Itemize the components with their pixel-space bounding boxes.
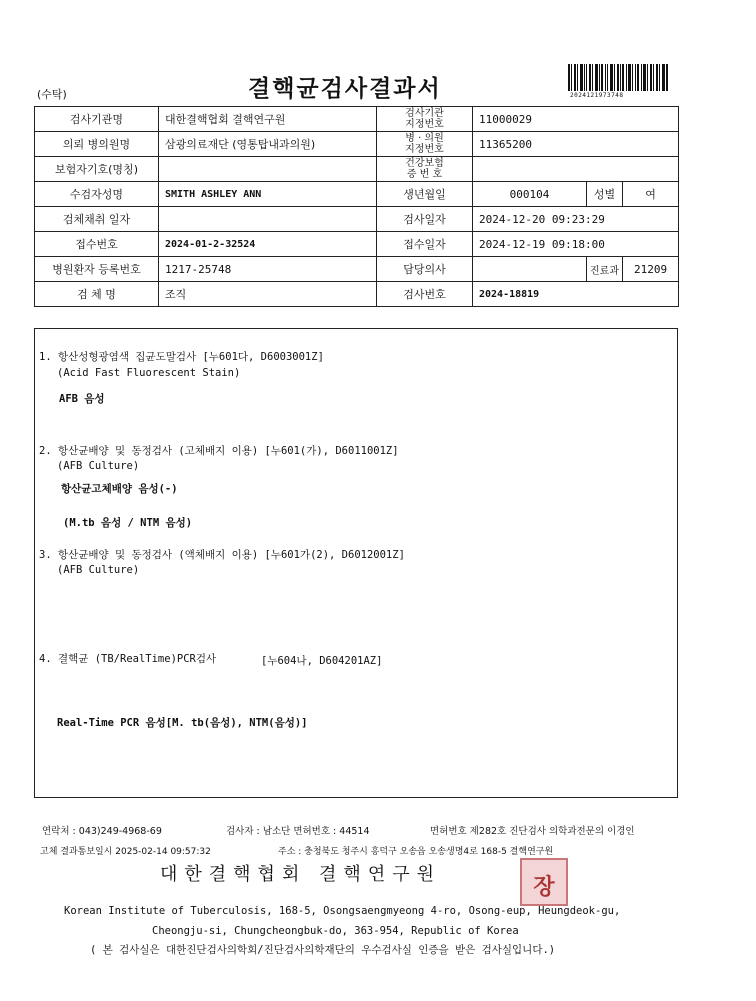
value-collection-date [159, 207, 377, 232]
contact-phone: 연락처 : 043)249-4968-69 [42, 826, 162, 837]
official-seal [520, 858, 568, 906]
value-sex: 여 [623, 182, 679, 207]
value-clinic-code: 11365200 [473, 132, 679, 157]
label-specimen: 검 체 명 [35, 282, 159, 307]
label-test-institution: 검사기관명 [35, 107, 159, 132]
test-4-result: Real-Time PCR 음성[M. tb(음성), NTM(음성)] [57, 717, 308, 729]
label-birth-date: 생년월일 [377, 182, 473, 207]
certification-note: ( 본 검사실은 대한진단검사의학회/진단검사의학재단의 우수검사실 인증을 받은 검사실입니다.) [90, 944, 556, 956]
value-accession-number: 2024-01-2-32524 [159, 232, 377, 257]
tester-info: 검사자 : 남소단 면허번호 : 44514 [226, 826, 370, 837]
value-requesting-clinic: 삼광의료재단 (영통탑내과의원) [159, 132, 377, 157]
address-korean: 주소 : 충청북도 청주시 흥덕구 오송읍 오송생명4로 168-5 결핵연구원 [278, 847, 554, 857]
barcode [568, 64, 668, 91]
test-1-result: AFB 음성 [59, 393, 105, 405]
label-sex: 성별 [587, 182, 623, 207]
info-row-institution [35, 107, 679, 132]
label-requesting-clinic: 의뢰 병의원명 [35, 132, 159, 157]
test-3-title: 3. 항산균배양 및 동정검사 (액체배지 이용) [누601가(2), D6012001Z] [39, 549, 405, 561]
test-2-subtitle: (AFB Culture) [57, 460, 140, 472]
institute-name: 대한결핵협회 결핵연구원 [160, 864, 441, 885]
report-time: 고체 결과통보일시 2025-02-14 09:57:32 [40, 847, 211, 857]
document-title: 결핵균검사결과서 [248, 76, 442, 102]
address-english-line-2: Cheongju-si, Chungcheongbuk-do, 363-954, Republic of Korea [152, 925, 519, 937]
consignment-mark: (수탁) [37, 88, 67, 101]
value-department: 21209 [623, 257, 679, 282]
info-row-registration [35, 257, 679, 282]
info-row-accession [35, 232, 679, 257]
test-4-code: [누604나, D604201AZ] [261, 655, 383, 667]
value-insurance-card-number [473, 157, 679, 182]
value-insurer-code [159, 157, 377, 182]
value-received-date: 2024-12-19 09:18:00 [473, 232, 679, 257]
info-row-requesting-clinic [35, 132, 679, 157]
value-patient-name: SMITH ASHLEY ANN [159, 182, 377, 207]
value-test-number: 2024-18819 [473, 282, 679, 307]
info-row-insurance [35, 157, 679, 182]
label-collection-date: 검체채취 일자 [35, 207, 159, 232]
label-hospital-registration-number: 병원환자 등록번호 [35, 257, 159, 282]
label-department: 진료과 [587, 257, 623, 282]
label-attending-physician: 담당의사 [377, 257, 473, 282]
value-hospital-registration-number: 1217-25748 [159, 257, 377, 282]
patient-info-table [34, 106, 679, 307]
value-attending-physician [473, 257, 587, 282]
value-test-date: 2024-12-20 09:23:29 [473, 207, 679, 232]
label-test-date: 검사일자 [377, 207, 473, 232]
label-test-number: 검사번호 [377, 282, 473, 307]
test-1-title: 1. 항산성형광염색 집균도말검사 [누601다, D6003001Z] [39, 351, 324, 363]
info-row-patient [35, 182, 679, 207]
value-institution-code: 11000029 [473, 107, 679, 132]
address-english-line-1: Korean Institute of Tuberculosis, 168-5, Osongsaengmyeong 4-ro, Osong-eup, Heungdeok-gu, [64, 905, 621, 917]
test-2-result-culture: 항산균고체배양 음성(-) [61, 483, 178, 495]
seal-character: 장 [533, 875, 555, 900]
label-insurer-code: 보험자기호(명칭) [35, 157, 159, 182]
results-section [34, 328, 678, 798]
label-insurance-card-number: 건강보험 증 번 호 [377, 157, 473, 182]
test-2-title: 2. 항산균배양 및 동정검사 (고체배지 이용) [누601(가), D6011001Z] [39, 445, 399, 457]
test-2-result-species: (M.tb 음성 / NTM 음성) [63, 517, 193, 529]
test-3-subtitle: (AFB Culture) [57, 564, 140, 576]
label-received-date: 접수일자 [377, 232, 473, 257]
test-4-title: 4. 결핵균 (TB/RealTime)PCR검사 [39, 653, 217, 665]
label-clinic-code: 병 · 의원 지정번호 [377, 132, 473, 157]
info-row-specimen [35, 282, 679, 307]
physician-license: 면허번호 제282호 진단검사 의학과전문의 이경인 [430, 826, 635, 837]
value-specimen: 조직 [159, 282, 377, 307]
value-birth-date: 000104 [473, 182, 587, 207]
info-row-collection [35, 207, 679, 232]
barcode-number: 2024121973748 [570, 92, 624, 99]
label-institution-code: 검사기관 지정번호 [377, 107, 473, 132]
label-patient-name: 수검자성명 [35, 182, 159, 207]
test-1-subtitle: (Acid Fast Fluorescent Stain) [57, 367, 241, 379]
label-accession-number: 접수번호 [35, 232, 159, 257]
value-test-institution: 대한결핵협회 결핵연구원 [159, 107, 377, 132]
